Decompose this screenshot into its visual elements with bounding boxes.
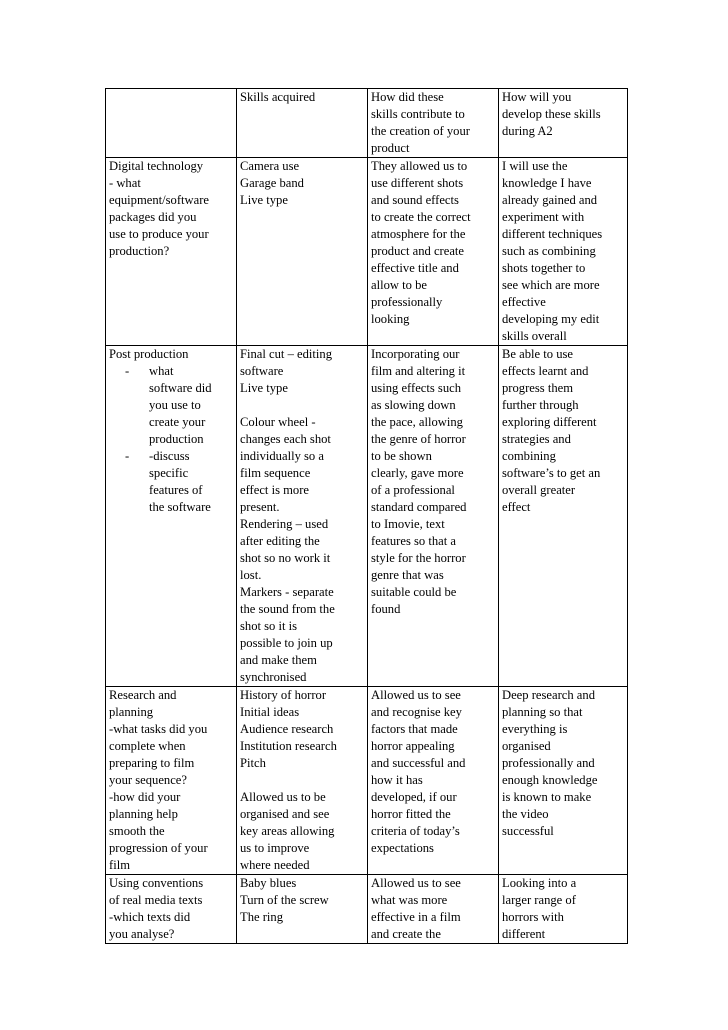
cell-line: everything is — [502, 722, 568, 736]
cell-line: lost. — [240, 568, 262, 582]
cell-line: overall greater — [502, 483, 576, 497]
cell-line — [240, 397, 364, 414]
bullet-dash: - — [125, 449, 130, 463]
cell-line: professionally — [371, 295, 443, 309]
cell-line: you analyse? — [109, 927, 175, 941]
cell-line: Allowed us to see — [371, 876, 461, 890]
cell-line: shot so no work it — [240, 551, 331, 565]
cell-line: Camera use — [240, 159, 300, 173]
cell-line: of a professional — [371, 483, 455, 497]
bullet-text — [149, 363, 212, 448]
cell-line: complete when — [109, 739, 186, 753]
cell-line: enough knowledge — [502, 773, 598, 787]
bullet-item — [109, 448, 233, 516]
cell-line: Colour wheel - — [240, 415, 316, 429]
cell-line: production — [149, 432, 204, 446]
table-header-row — [106, 89, 628, 158]
cell-line: They allowed us to — [371, 159, 468, 173]
cell-line: features so that a — [371, 534, 456, 548]
cell-line: already gained and — [502, 193, 598, 207]
cell-line: suitable could be — [371, 585, 457, 599]
cell-line: the video — [502, 807, 549, 821]
cell-line: the pace, allowing — [371, 415, 463, 429]
row-topic-cell — [106, 875, 237, 944]
cell-line: the software — [149, 500, 211, 514]
cell-line: Live type — [240, 193, 288, 207]
cell-line: exploring different — [502, 415, 597, 429]
cell-line: style for the horror — [371, 551, 466, 565]
cell-line: packages did you — [109, 210, 197, 224]
cell-line: Turn of the screw — [240, 893, 329, 907]
cell-line: and make them — [240, 653, 317, 667]
cell-line: Markers - separate — [240, 585, 334, 599]
cell-line: further through — [502, 398, 579, 412]
cell-line: Research and — [109, 688, 177, 702]
row-topic-cell — [106, 687, 237, 875]
cell-line: what was more — [371, 893, 448, 907]
cell-line: create your — [149, 415, 206, 429]
cell-line: knowledge I have — [502, 176, 592, 190]
cell-line: the sound from the — [240, 602, 335, 616]
cell-line — [240, 772, 364, 789]
cell-line: Using conventions — [109, 876, 204, 890]
cell-line: key areas allowing — [240, 824, 335, 838]
cell-line: developing my edit — [502, 312, 600, 326]
cell-text: Skills acquired — [240, 90, 316, 104]
cell-line: combining — [502, 449, 556, 463]
row-develop-cell — [499, 158, 628, 346]
bullet-list — [109, 363, 233, 516]
cell-line: how it has — [371, 773, 423, 787]
cell-line: develop these skills — [502, 107, 601, 121]
cell-line: progress them — [502, 381, 573, 395]
cell-line: planning help — [109, 807, 178, 821]
row-skills-cell — [237, 687, 368, 875]
cell-line: genre that was — [371, 568, 444, 582]
row-skills-cell — [237, 875, 368, 944]
cell-line: changes each shot — [240, 432, 331, 446]
cell-line: what — [149, 364, 174, 378]
cell-line: Live type — [240, 381, 288, 395]
cell-line: horror fitted the — [371, 807, 451, 821]
cell-line: factors that made — [371, 722, 458, 736]
cell-line: horror appealing — [371, 739, 455, 753]
cell-line: software’s to get an — [502, 466, 601, 480]
cell-line: Allowed us to see — [371, 688, 461, 702]
cell-line: such as combining — [502, 244, 596, 258]
cell-line: strategies and — [502, 432, 571, 446]
row-develop-cell — [499, 875, 628, 944]
row-develop-cell — [499, 346, 628, 687]
header-cell-skills — [237, 89, 368, 158]
cell-line: and create the — [371, 927, 441, 941]
cell-line: Rendering – used — [240, 517, 329, 531]
cell-line: Initial ideas — [240, 705, 300, 719]
cell-line: standard compared — [371, 500, 467, 514]
cell-line: found — [371, 602, 401, 616]
cell-title: Post production — [109, 347, 189, 361]
cell-line: Digital technology — [109, 159, 204, 173]
cell-line: -how did your — [109, 790, 181, 804]
cell-line: planning — [109, 705, 154, 719]
cell-line: equipment/software — [109, 193, 210, 207]
cell-line: product — [371, 141, 410, 155]
cell-line: Institution research — [240, 739, 337, 753]
cell-line: Baby blues — [240, 876, 297, 890]
cell-line: to Imovie, text — [371, 517, 445, 531]
cell-line: and recognise key — [371, 705, 462, 719]
row-contribution-cell — [368, 346, 499, 687]
cell-line: software — [240, 364, 284, 378]
cell-line: Garage band — [240, 176, 304, 190]
cell-line: organised and see — [240, 807, 330, 821]
cell-line: criteria of today’s — [371, 824, 460, 838]
cell-line: -discuss — [149, 449, 190, 463]
row-skills-cell — [237, 346, 368, 687]
cell-line: your sequence? — [109, 773, 187, 787]
cell-line: you use to — [149, 398, 201, 412]
table-row — [106, 687, 628, 875]
cell-line: production? — [109, 244, 170, 258]
cell-line: product and create — [371, 244, 465, 258]
row-contribution-cell — [368, 158, 499, 346]
cell-line: planning so that — [502, 705, 583, 719]
cell-line: clearly, gave more — [371, 466, 464, 480]
cell-line: experiment with — [502, 210, 585, 224]
cell-line: features of — [149, 483, 203, 497]
cell-line: present. — [240, 500, 280, 514]
cell-line: the creation of your — [371, 124, 470, 138]
cell-line: shot so it is — [240, 619, 298, 633]
bullet-item — [109, 363, 233, 448]
cell-line: is known to make — [502, 790, 592, 804]
cell-line: effect — [502, 500, 531, 514]
header-cell-develop — [499, 89, 628, 158]
cell-line: I will use the — [502, 159, 568, 173]
cell-line: preparing to film — [109, 756, 195, 770]
cell-line: and sound effects — [371, 193, 459, 207]
cell-line: and successful and — [371, 756, 466, 770]
row-skills-cell — [237, 158, 368, 346]
table-row — [106, 158, 628, 346]
cell-line: Deep research and — [502, 688, 595, 702]
cell-line: to be shown — [371, 449, 432, 463]
cell-line: the genre of horror — [371, 432, 466, 446]
cell-line: software did — [149, 381, 212, 395]
row-topic-cell — [106, 346, 237, 687]
cell-line: film sequence — [240, 466, 311, 480]
table-row — [106, 346, 628, 687]
cell-line: skills contribute to — [371, 107, 465, 121]
cell-line: effect is more — [240, 483, 310, 497]
row-develop-cell — [499, 687, 628, 875]
cell-line: specific — [149, 466, 189, 480]
cell-line: organised — [502, 739, 551, 753]
cell-line: where needed — [240, 858, 310, 872]
header-cell-empty — [106, 89, 237, 158]
cell-line: see which are more — [502, 278, 600, 292]
cell-line: horrors with — [502, 910, 564, 924]
cell-line: Looking into a — [502, 876, 577, 890]
cell-line: using effects such — [371, 381, 462, 395]
cell-line: The ring — [240, 910, 284, 924]
cell-line: effective — [502, 295, 546, 309]
cell-line: effects learnt and — [502, 364, 589, 378]
cell-line: developed, if our — [371, 790, 457, 804]
row-contribution-cell — [368, 875, 499, 944]
cell-line: skills overall — [502, 329, 567, 343]
cell-line: Incorporating our — [371, 347, 460, 361]
cell-line: -which texts did — [109, 910, 191, 924]
cell-line: use different shots — [371, 176, 464, 190]
cell-line: effective in a film — [371, 910, 461, 924]
cell-line: to create the correct — [371, 210, 471, 224]
cell-line: film — [109, 858, 130, 872]
cell-line: synchronised — [240, 670, 307, 684]
cell-line: How will you — [502, 90, 572, 104]
cell-line: different techniques — [502, 227, 603, 241]
table-row — [106, 875, 628, 944]
header-cell-contribution — [368, 89, 499, 158]
cell-line: expectations — [371, 841, 434, 855]
cell-line: of real media texts — [109, 893, 203, 907]
cell-line: shots together to — [502, 261, 586, 275]
cell-line: looking — [371, 312, 410, 326]
cell-line: after editing the — [240, 534, 320, 548]
cell-line: Be able to use — [502, 347, 573, 361]
cell-line: professionally and — [502, 756, 595, 770]
cell-line: us to improve — [240, 841, 310, 855]
cell-line: during A2 — [502, 124, 553, 138]
cell-line: - what — [109, 176, 141, 190]
cell-line: effective title and — [371, 261, 459, 275]
cell-line: progression of your — [109, 841, 208, 855]
evaluation-table — [105, 88, 628, 944]
cell-line: different — [502, 927, 546, 941]
cell-line: individually so a — [240, 449, 324, 463]
bullet-dash: - — [125, 364, 130, 378]
cell-line: as slowing down — [371, 398, 456, 412]
cell-line: Pitch — [240, 756, 266, 770]
cell-line: History of horror — [240, 688, 327, 702]
cell-line: Allowed us to be — [240, 790, 326, 804]
cell-line: atmosphere for the — [371, 227, 466, 241]
cell-line: -what tasks did you — [109, 722, 208, 736]
cell-line: larger range of — [502, 893, 576, 907]
cell-line: successful — [502, 824, 554, 838]
cell-line: allow to be — [371, 278, 427, 292]
cell-line: film and altering it — [371, 364, 466, 378]
row-contribution-cell — [368, 687, 499, 875]
bullet-text — [149, 448, 211, 516]
cell-line: possible to join up — [240, 636, 333, 650]
cell-line: How did these — [371, 90, 444, 104]
cell-line: use to produce your — [109, 227, 209, 241]
cell-line: Audience research — [240, 722, 334, 736]
row-topic-cell — [106, 158, 237, 346]
cell-line: smooth the — [109, 824, 165, 838]
cell-line: Final cut – editing — [240, 347, 332, 361]
